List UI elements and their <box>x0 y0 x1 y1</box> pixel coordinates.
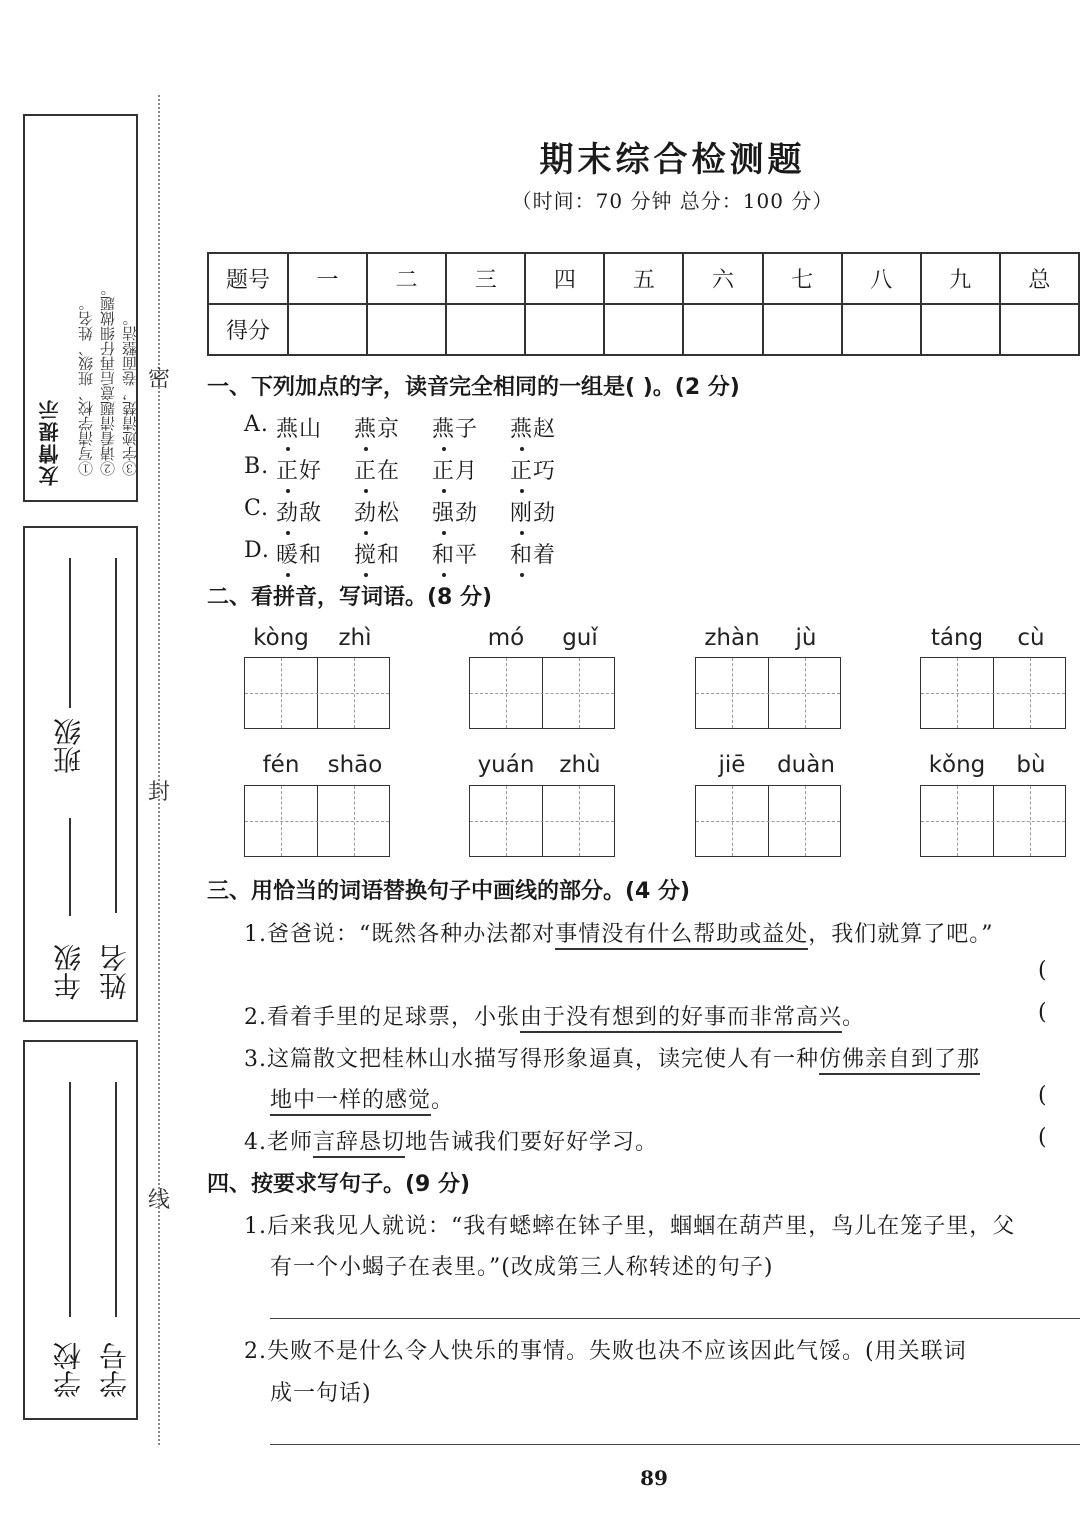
q1-option-label: C. <box>244 496 270 521</box>
q3-s4-underlined: 言辞恳切 <box>313 1130 405 1158</box>
q1-word: 劲敌 <box>276 501 323 526</box>
q3-s4-post: 地告诫我们要好好学习。 <box>405 1130 659 1155</box>
q3-answer-paren-4[interactable]: ( <box>1038 1125 1047 1150</box>
q1-dotted-char: 搅 <box>354 543 378 568</box>
q1-dotted-char: 正 <box>432 459 456 484</box>
q3-sentence-3-cont <box>270 1083 454 1114</box>
student-number-label: 学号 <box>98 1342 131 1398</box>
col-header: 一 <box>288 253 367 304</box>
q1-word: 劲松 <box>354 501 401 526</box>
q3-s3-underlined: 仿佛亲自到了那 <box>819 1047 980 1075</box>
row-label-number: 题号 <box>208 253 288 304</box>
q1-word: 搅和 <box>354 543 401 568</box>
q1-dotted-char: 燕 <box>354 417 378 442</box>
col-header: 九 <box>921 253 1000 304</box>
q3-s4-pre: 4.老师 <box>244 1130 313 1155</box>
q1-dotted-char: 燕 <box>432 417 456 442</box>
q1-word: 正好 <box>276 459 323 484</box>
q4-answer-line-2[interactable] <box>270 1444 1080 1445</box>
col-header: 总 <box>1000 253 1079 304</box>
q1-dotted-char: 正 <box>276 459 300 484</box>
writing-grid[interactable] <box>920 657 1066 729</box>
q1-word: 暖和 <box>276 543 323 568</box>
q3-answer-paren-3[interactable]: ( <box>1038 1083 1047 1108</box>
q1-dotted-char: 正 <box>354 459 378 484</box>
col-header: 八 <box>842 253 921 304</box>
writing-grid[interactable] <box>695 657 841 729</box>
q1-word: 正月 <box>432 459 479 484</box>
page-subtitle: （时间：70 分钟 总分：100 分） <box>511 189 834 213</box>
grade-label: 年级 <box>52 944 85 1000</box>
q3-s3b-underlined: 地中一样的感觉 <box>270 1088 431 1116</box>
school-info-box <box>23 1040 138 1420</box>
writing-grid[interactable] <box>469 657 615 729</box>
col-header: 二 <box>367 253 446 304</box>
score-cell[interactable] <box>1000 304 1079 355</box>
q1-option-label: D. <box>244 538 270 563</box>
q1-word: 燕赵 <box>510 417 557 442</box>
q1-title: 一、下列加点的字，读音完全相同的一组是( )。(2 分) <box>207 375 740 400</box>
q1-word: 刚劲 <box>510 501 557 526</box>
q4-sentence-1a: 1.后来我见人就说：“我有蟋蟀在钵子里，蝈蝈在葫芦里，鸟儿在笼子里，父 <box>244 1214 1016 1239</box>
row-label-score: 得分 <box>208 304 288 355</box>
q1-word: 燕子 <box>432 417 479 442</box>
pinyin-label: jiē <box>718 752 746 778</box>
table-row <box>208 304 1079 355</box>
q4-sentence-2a: 2.失败不是什么令人快乐的事情。失败也决不应该因此气馁。(用关联词 <box>244 1339 967 1364</box>
col-header: 七 <box>763 253 842 304</box>
q1-word: 燕京 <box>354 417 401 442</box>
page-number: 89 <box>640 1466 668 1490</box>
q1-dotted-char: 暖 <box>276 543 300 568</box>
q3-s1-pre: 1.爸爸说：“既然各种办法都对 <box>244 922 556 947</box>
q4-title: 四、按要求写句子。(9 分) <box>207 1172 471 1197</box>
q1-option-label: B. <box>244 454 270 479</box>
score-table <box>207 252 1080 356</box>
school-label: 学校 <box>52 1342 85 1398</box>
q1-dotted-char: 和 <box>432 543 456 568</box>
score-cell[interactable] <box>842 304 921 355</box>
q2-title: 二、看拼音，写词语。(8 分) <box>207 585 493 610</box>
pinyin-label: yuán <box>477 752 535 778</box>
pinyin-label: guǐ <box>562 625 598 651</box>
student-number-field[interactable] <box>115 1082 117 1317</box>
q4-sentence-1b: 有一个小蝎子在表里。”(改成第三人称转述的句子) <box>270 1255 774 1280</box>
writing-grid[interactable] <box>469 785 615 857</box>
col-header: 五 <box>604 253 683 304</box>
q3-sentence-1 <box>244 917 994 948</box>
score-cell[interactable] <box>525 304 604 355</box>
pinyin-label: kǒng <box>928 752 986 778</box>
score-cell[interactable] <box>604 304 683 355</box>
score-cell[interactable] <box>288 304 367 355</box>
writing-grid[interactable] <box>920 785 1066 857</box>
q1-dotted-char: 和 <box>510 543 534 568</box>
pinyin-label: cù <box>1017 625 1045 651</box>
class-info-box <box>23 526 138 1022</box>
q3-s1-underlined: 事情没有什么帮助或益处 <box>555 922 808 950</box>
q3-title: 三、用恰当的词语替换句子中画线的部分。(4 分) <box>207 879 691 904</box>
page-title: 期末综合检测题 <box>539 140 806 180</box>
table-row <box>208 253 1079 304</box>
writing-grid[interactable] <box>244 657 390 729</box>
writing-grid[interactable] <box>695 785 841 857</box>
class-field[interactable] <box>69 558 71 708</box>
q1-word: 和平 <box>432 543 479 568</box>
score-cell[interactable] <box>683 304 762 355</box>
pinyin-label: shāo <box>327 752 383 778</box>
col-header: 六 <box>683 253 762 304</box>
q1-dotted-char: 刚 <box>510 501 534 526</box>
grade-field[interactable] <box>69 818 71 916</box>
q3-sentence-2 <box>244 1000 865 1031</box>
pinyin-label: zhù <box>559 752 601 778</box>
q3-s2-underlined: 由于没有想到的好事而非常高兴 <box>520 1005 842 1033</box>
q1-word: 强劲 <box>432 501 479 526</box>
tips-title: 友情提示 <box>38 398 62 486</box>
q3-s2-pre: 2.看着手里的足球票，小张 <box>244 1005 520 1030</box>
pinyin-label: mó <box>487 625 525 651</box>
pinyin-label: táng <box>930 625 984 651</box>
q1-dotted-char: 正 <box>510 459 534 484</box>
q1-dotted-char: 劲 <box>276 501 300 526</box>
q3-s2-post: 。 <box>842 1005 866 1030</box>
pinyin-label: fén <box>262 752 300 778</box>
tip-line-2: ②请看清题意后再仔细做题。 <box>99 281 117 476</box>
score-cell[interactable] <box>763 304 842 355</box>
writing-grid[interactable] <box>244 785 390 857</box>
seal-char-xian: 线 <box>148 1188 171 1213</box>
pinyin-label: jù <box>795 625 817 651</box>
col-header: 三 <box>446 253 525 304</box>
q1-word: 正在 <box>354 459 401 484</box>
pinyin-label: duàn <box>777 752 835 778</box>
pinyin-label: zhì <box>338 625 372 651</box>
q3-sentence-4 <box>244 1125 658 1156</box>
seal-char-mi: 密 <box>148 367 171 392</box>
pinyin-label: zhàn <box>704 625 760 651</box>
q3-s3b-post: 。 <box>431 1088 455 1113</box>
q1-dotted-char: 强 <box>432 501 456 526</box>
score-cell[interactable] <box>367 304 446 355</box>
q1-option-label: A. <box>244 412 269 437</box>
q3-sentence-3 <box>244 1042 980 1073</box>
q3-answer-paren-1[interactable]: ( <box>1038 958 1047 983</box>
score-cell[interactable] <box>921 304 1000 355</box>
pinyin-label: kòng <box>253 625 309 651</box>
score-cell[interactable] <box>446 304 525 355</box>
q3-answer-paren-2[interactable]: ( <box>1038 1000 1047 1025</box>
tip-line-1: ①写清学校、班级、姓名。 <box>77 296 95 476</box>
tip-line-3: ③字迹清楚，卷面整洁。 <box>121 311 139 476</box>
q4-answer-line-1[interactable] <box>270 1318 1080 1319</box>
q1-word: 正巧 <box>510 459 557 484</box>
name-field[interactable] <box>115 558 117 913</box>
q1-word: 和着 <box>510 543 557 568</box>
col-header: 四 <box>525 253 604 304</box>
q1-word: 燕山 <box>276 417 323 442</box>
q1-dotted-char: 燕 <box>276 417 300 442</box>
q3-s3-pre: 3.这篇散文把桂林山水描写得形象逼真，读完使人有一种 <box>244 1047 819 1072</box>
class-label: 班级 <box>52 718 85 774</box>
q4-sentence-2b: 成一句话) <box>270 1381 372 1406</box>
school-field[interactable] <box>69 1082 71 1317</box>
pinyin-label: bù <box>1016 752 1046 778</box>
q3-s1-post: ，我们就算了吧。” <box>808 922 994 947</box>
q1-dotted-char: 劲 <box>354 501 378 526</box>
q1-dotted-char: 燕 <box>510 417 534 442</box>
seal-line <box>158 95 160 1445</box>
name-label: 姓名 <box>98 944 131 1000</box>
seal-char-feng: 封 <box>148 780 171 805</box>
